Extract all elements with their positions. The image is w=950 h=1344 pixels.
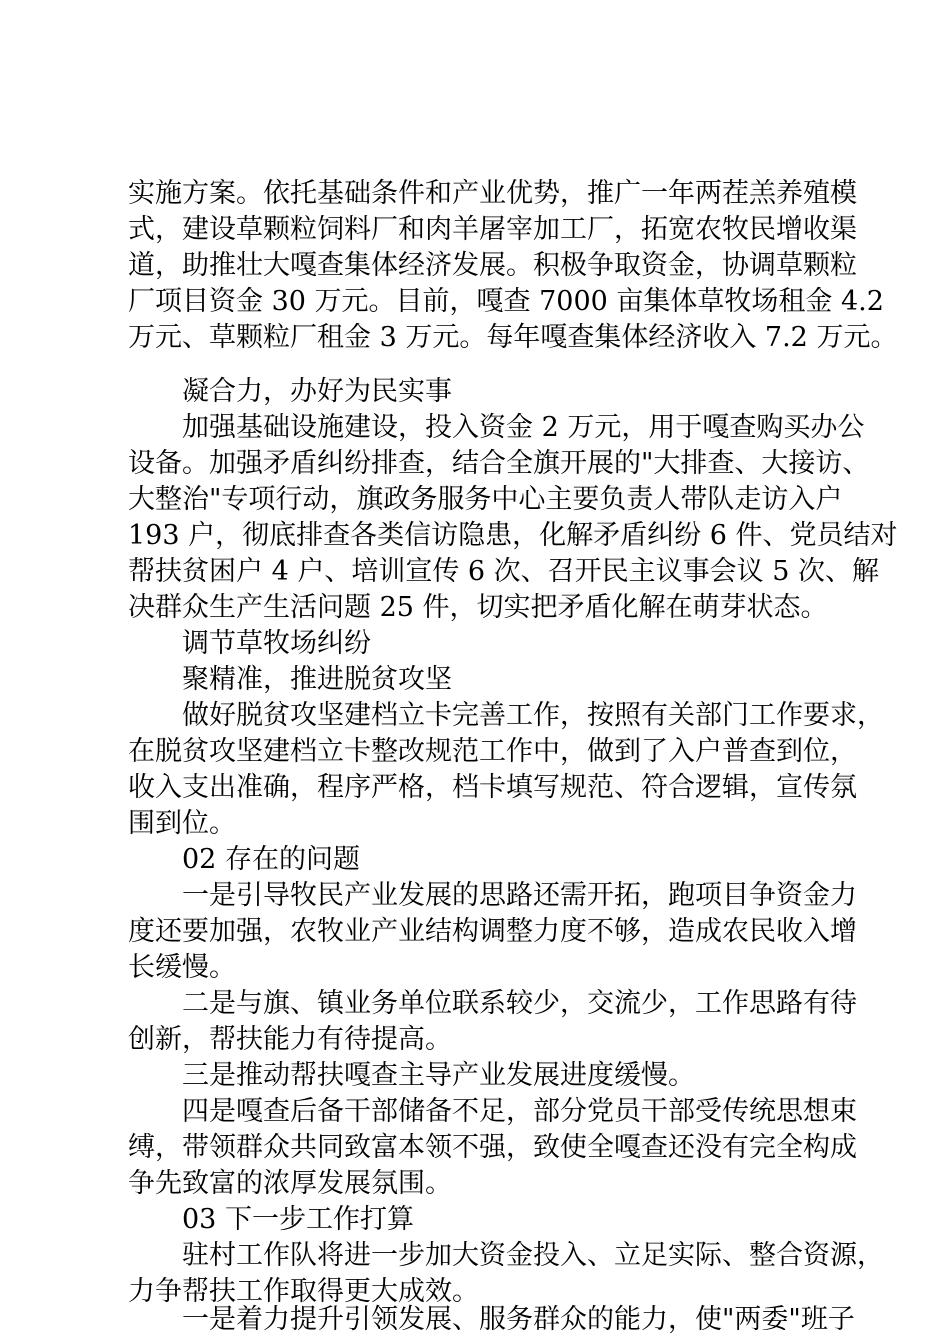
section-heading: 聚精准，推进脱贫攻坚 — [182, 664, 452, 695]
text-line: 帮扶贫困户 4 户、培训宣传 6 次、召开民主议事会议 5 次、解 — [128, 556, 880, 587]
text-line: 三是推动帮扶嘎查主导产业发展进度缓慢。 — [182, 1060, 695, 1091]
section-heading: 03 下一步工作打算 — [182, 1204, 414, 1235]
text-line: 四是嘎查后备干部储备不足，部分党员干部受传统思想束 — [182, 1096, 857, 1127]
text-line: 道，助推壮大嘎查集体经济发展。积极争取资金，协调草颗粒 — [128, 250, 857, 281]
text-line: 创新，帮扶能力有待提高。 — [128, 1024, 452, 1055]
text-line: 加强基础设施建设，投入资金 2 万元，用于嘎查购买办公 — [182, 412, 865, 443]
text-line: 万元、草颗粒厂租金 3 万元。每年嘎查集体经济收入 7.2 万元。 — [128, 322, 898, 353]
text-line: 设备。加强矛盾纠纷排查，结合全旗开展的"大排查、大接访、 — [128, 448, 870, 479]
section-heading: 凝合力，办好为民实事 — [182, 376, 452, 407]
text-line: 驻村工作队将进一步加大资金投入、立足实际、整合资源， — [182, 1240, 884, 1271]
text-line: 一是着力提升引领发展、服务群众的能力，使"两委"班子 — [182, 1304, 855, 1335]
text-line: 做好脱贫攻坚建档立卡完善工作，按照有关部门工作要求， — [182, 700, 884, 731]
section-heading: 02 存在的问题 — [182, 844, 360, 875]
text-line: 193 户，彻底排查各类信访隐患，化解矛盾纠纷 6 件、党员结对 — [128, 520, 898, 551]
text-line: 式，建设草颗粒饲料厂和肉羊屠宰加工厂，拓宽农牧民增收渠 — [128, 214, 857, 245]
section-heading: 调节草牧场纠纷 — [182, 628, 371, 659]
text-line: 收入支出准确，程序严格，档卡填写规范、符合逻辑，宣传氛 — [128, 772, 857, 803]
text-line: 长缓慢。 — [128, 952, 236, 983]
text-line: 决群众生产生活问题 25 件，切实把矛盾化解在萌芽状态。 — [128, 592, 828, 623]
text-line: 在脱贫攻坚建档立卡整改规范工作中，做到了入户普查到位， — [128, 736, 857, 767]
text-line: 争先致富的浓厚发展氛围。 — [128, 1168, 452, 1199]
text-line: 缚，带领群众共同致富本领不强，致使全嘎查还没有完全构成 — [128, 1132, 857, 1163]
text-line: 实施方案。依托基础条件和产业优势，推广一年两茬羔养殖模 — [128, 178, 857, 209]
text-line: 厂项目资金 30 万元。目前，嘎查 7000 亩集体草牧场租金 4.2 — [128, 286, 884, 317]
text-line: 度还要加强，农牧业产业结构调整力度不够，造成农民收入增 — [128, 916, 857, 947]
text-line: 力争帮扶工作取得更大成效。 — [128, 1276, 479, 1307]
text-line: 一是引导牧民产业发展的思路还需开拓，跑项目争资金力 — [182, 880, 857, 911]
text-line: 围到位。 — [128, 808, 236, 839]
text-line: 大整治"专项行动，旗政务服务中心主要负责人带队走访入户 — [128, 484, 843, 515]
text-line: 二是与旗、镇业务单位联系较少，交流少，工作思路有待 — [182, 988, 857, 1019]
